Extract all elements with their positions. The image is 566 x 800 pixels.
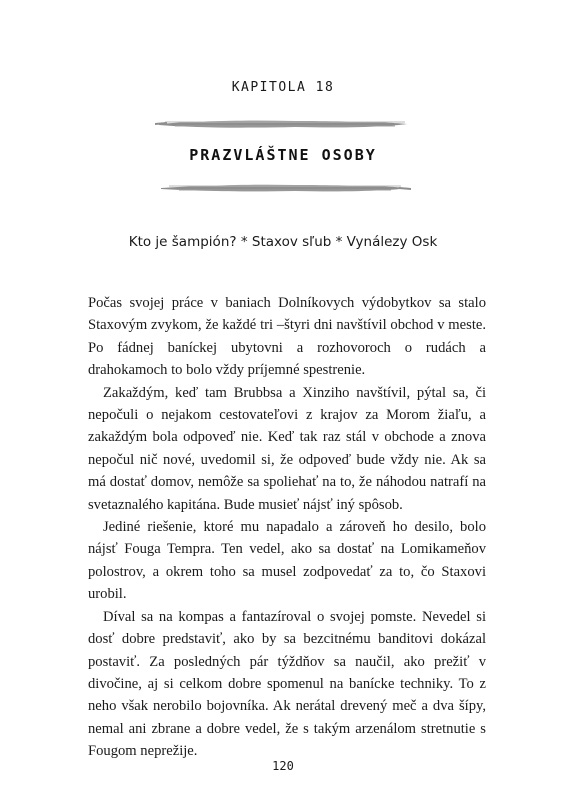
chapter-title: PRAZVLÁŠTNE OSOBY (189, 146, 377, 164)
chapter-label: KAPITOLA 18 (231, 80, 335, 95)
paragraph: Počas svojej práce v baniach Dolníkovych výdobytkov sa stalo Staxovým zvykom, že každé tri –štyri dni navštívil obchod v meste. Po fádnej baníckej ubytovni a rozhovoroch o rudách a drahokamoch to bolo vždy príjemné spestrenie. (88, 295, 486, 379)
brush-stroke-top (155, 116, 411, 132)
paragraph: Díval sa na kompas a fantazíroval o svojej pomste. Nevedel si dosť dobre predstaviť, ako by sa bezcitnému banditovi dokázal postaviť. Za posledných pár týždňov sa naučil, ako prežiť v divočine, aj si celkom dobre spomenul na banícke techniky. To z neho však nerobilo bojovníka. Ak nerátal drevený meč a dva šípy, nemal ani zbrane a dobre vedel, že s takým arzenálom stretnutie s Fougom neprežije. (88, 608, 486, 760)
body-text (88, 292, 486, 763)
paragraph: Zakaždým, keď tam Brubbsa a Xinziho navštívil, pýtal sa, či nepočuli o nejakom cestovateľovi z krajov za Morom žiaľu, a zakaždým bola odpoveď nie. Keď tak raz stál v obchode a znova nepočul nič nové, uvedomil si, že odpoveď bude vždy nie. Ak sa má dostať domov, nemôže sa spoliehať na to, že náhodou natrafí na svetaznalého kapitána. Bude musieť nájsť iný spôsob. (88, 384, 486, 513)
chapter-subtitle: Kto je šampión? * Staxov sľub * Vynálezy Osk (128, 234, 438, 250)
page-number: 120 (272, 759, 294, 773)
brush-stroke-bottom (155, 180, 411, 196)
paragraph: Jediné riešenie, ktoré mu napadalo a zároveň ho desilo, bolo nájsť Fouga Tempra. Ten vedel, ako sa dostať na Lomikameňov polostrov, a okrem toho sa musel zodpovedať za to, čo Staxovi urobil. (88, 519, 486, 603)
